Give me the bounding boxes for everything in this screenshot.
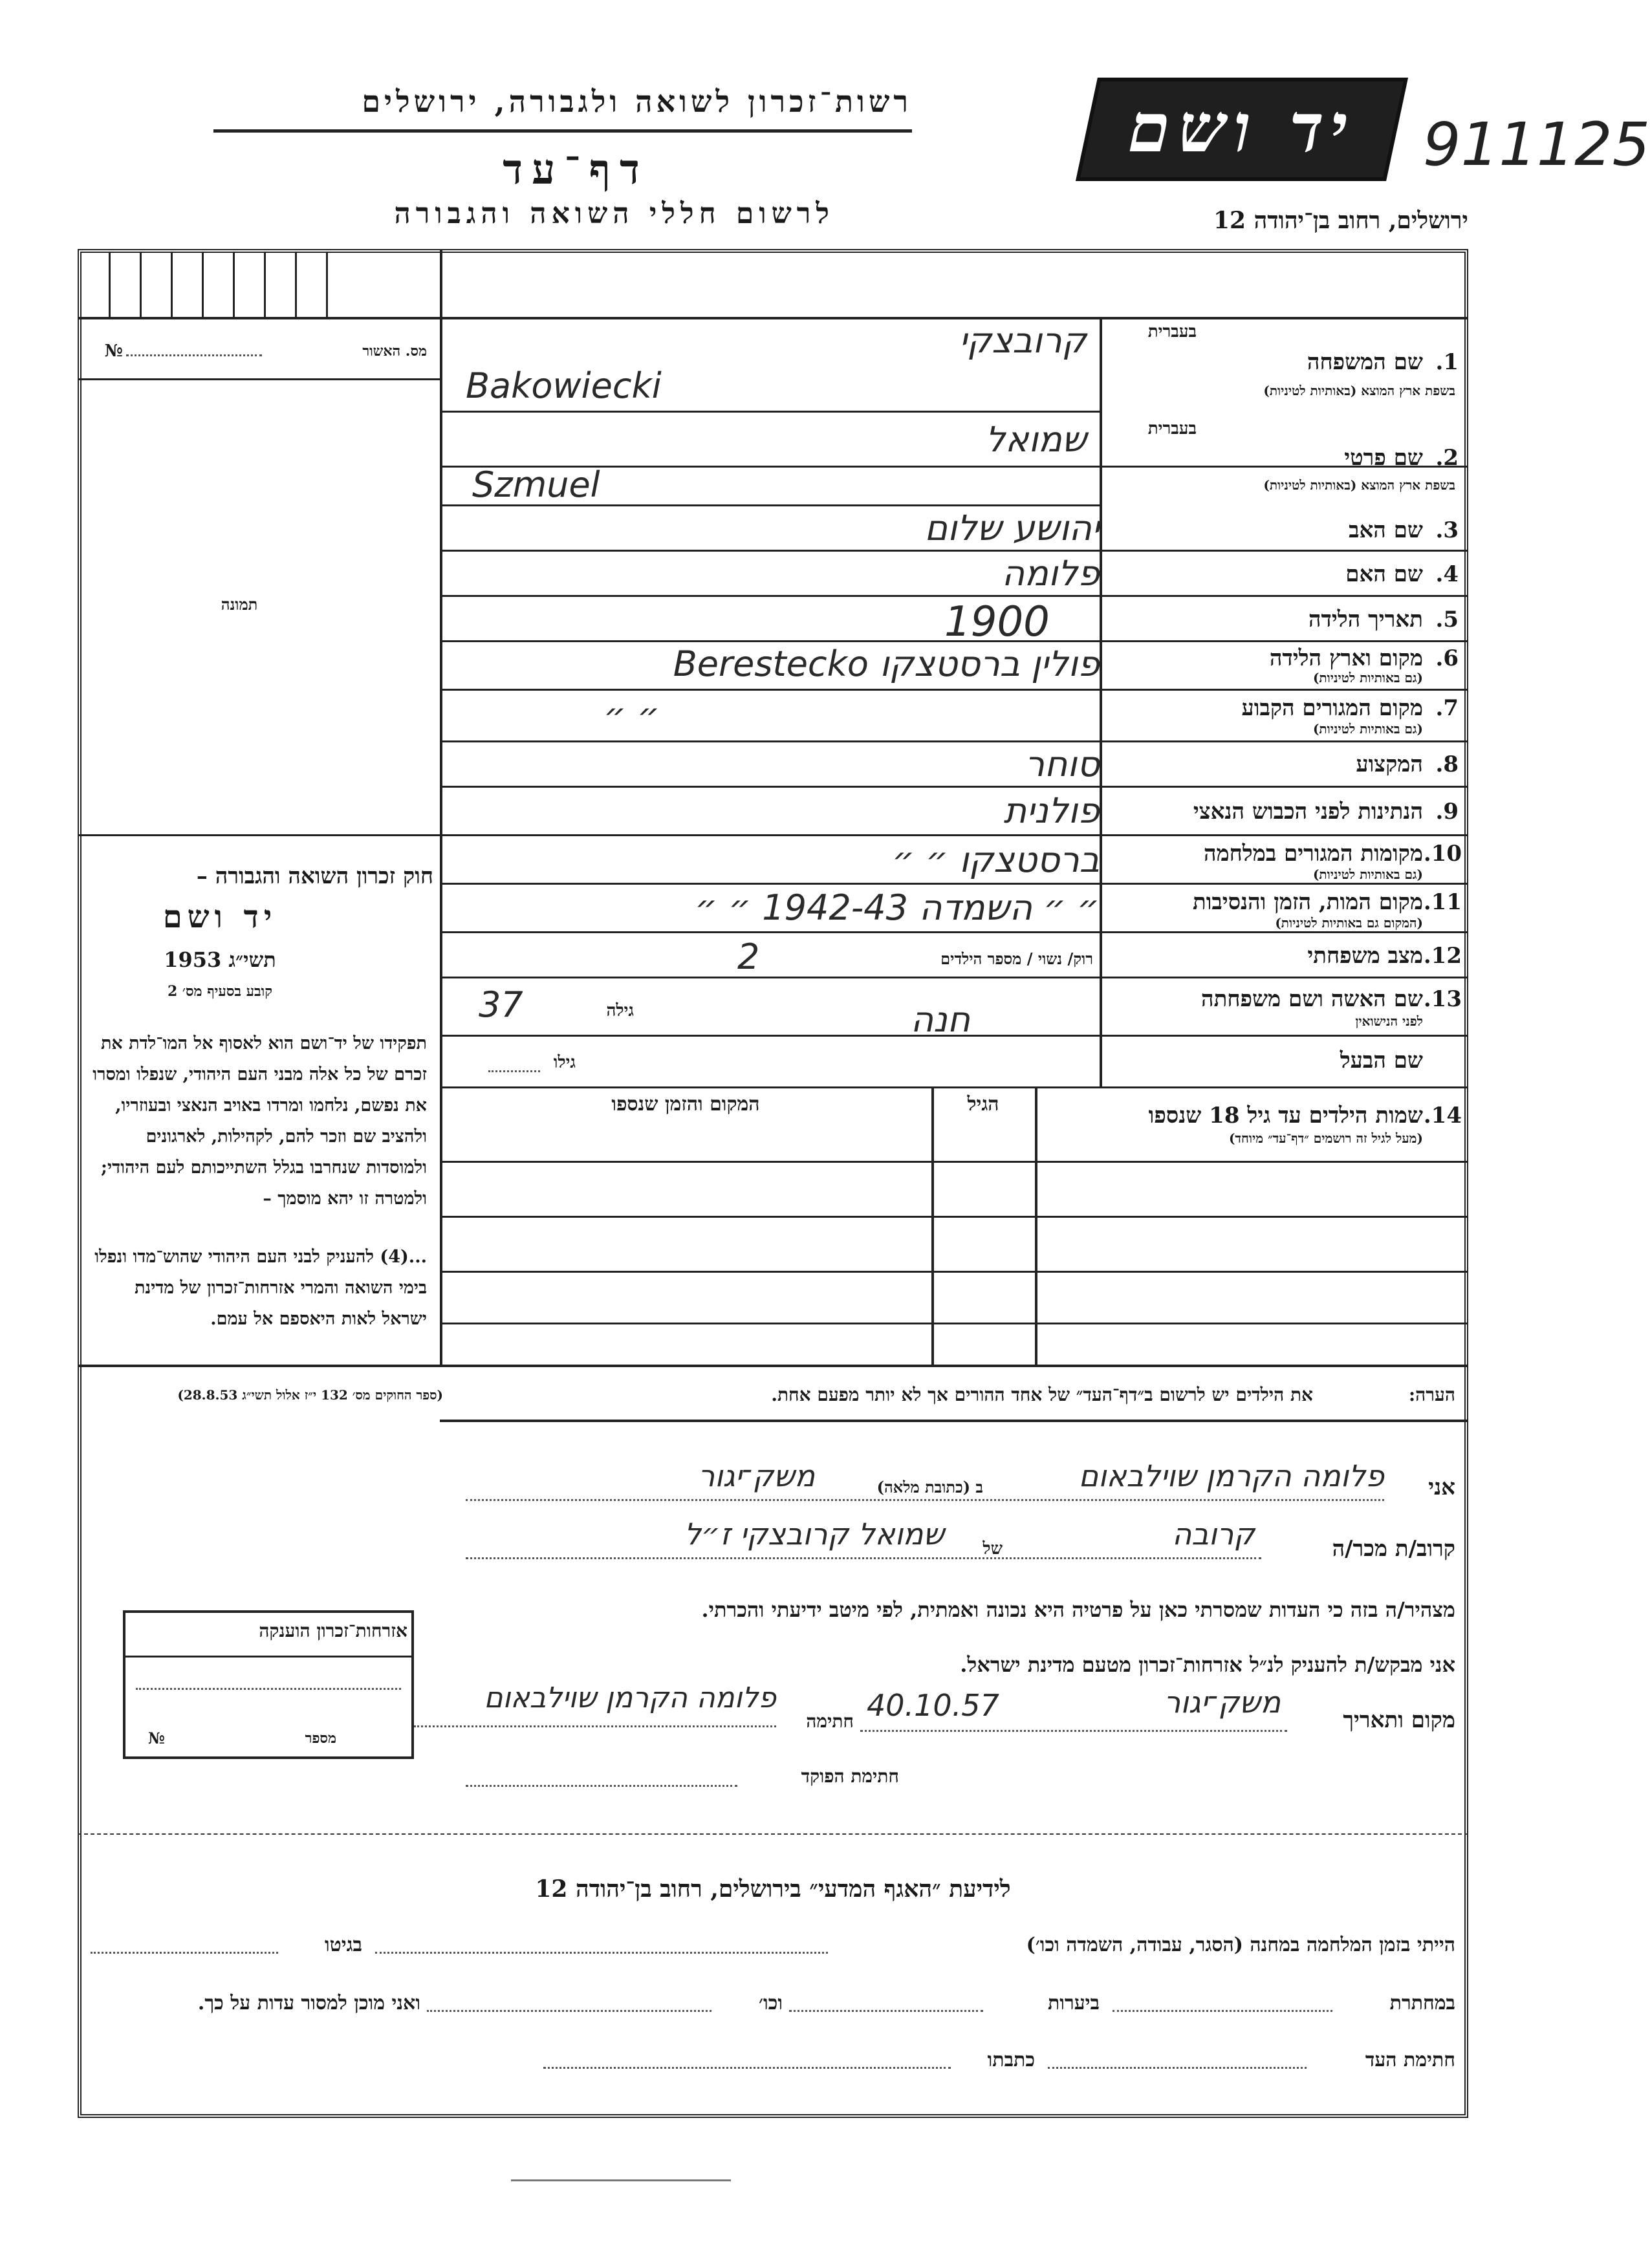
field-3-label: שם האב: [1349, 517, 1423, 543]
footer-address-label: כתבתו: [987, 2049, 1035, 2071]
field-4-value: פלומה: [1001, 553, 1100, 594]
field-2-value-hebrew: שמואל: [985, 419, 1087, 460]
relation-label: קרוב/ת מכר/ה: [1332, 1536, 1455, 1562]
field-7-label: מקום המגורים הקבוע: [1241, 695, 1423, 721]
law-name: יד ושם: [162, 899, 277, 935]
field-1-label: שם המשפחה: [1307, 349, 1423, 375]
field-11-note: (המקום גם באותיות לטיניות): [1275, 915, 1423, 931]
law-text-citizenship: ...(4) להעניק לבני העם היהודי שהוש־מדו ונפלו בימי השואה והמרי אזרחות־זכרון של מדינת ישראל לאות היאספם אל עמם.: [94, 1247, 427, 1329]
field-8-number: 8.: [1435, 751, 1459, 777]
field-7-number: 7.: [1435, 695, 1459, 721]
field-11-value: ״ ״ השמדה 1942-43 ״ ״: [695, 887, 1100, 928]
archive-number: 911125: [1423, 110, 1650, 179]
footer-witness-line[interactable]: [1048, 2067, 1307, 2069]
field-9-number: 9.: [1435, 799, 1459, 825]
field-13-number: 13.: [1423, 986, 1462, 1012]
field-1-hebrew-tag: בעברית: [1147, 322, 1197, 341]
field-9-value: פולנית: [1003, 790, 1100, 831]
yad-vashem-logo: [1076, 78, 1408, 181]
footer-camp-text: הייתי בזמן המלחמה במחנה (הסגר, עבודה, השמדה וכו׳): [1026, 1934, 1455, 1956]
field-5-label: תאריך הלידה: [1308, 607, 1423, 632]
of-label: של: [982, 1539, 1003, 1559]
field-4-label: שם האם: [1345, 561, 1423, 587]
field-10-note: (גם באותיות לטיניות): [1312, 867, 1423, 882]
logo-text: יד ושם: [1120, 88, 1364, 167]
footer-testimony-text: ואני מוכן למסור עדות על כך.: [197, 1992, 420, 2014]
declarant-name: פלומה הקרמן שוילבאום: [1078, 1458, 1384, 1493]
signature-label: חתימה: [806, 1711, 854, 1732]
law-year: תשי״ג 1953: [164, 947, 276, 972]
law-title: חוק זכרון השואה והגבורה –: [196, 863, 433, 889]
approval-label: מס. האשור: [362, 343, 427, 360]
declarant-address: משק־יגור: [698, 1458, 815, 1493]
approval-number-field[interactable]: [126, 354, 262, 356]
field-12-label: מצב משפחתי: [1307, 943, 1423, 969]
footer-heading: לידיעת ״האגף המדעי״ בירושלים, רחוב בן־יהודה 12: [535, 1875, 1011, 1903]
field-10-value: ברסטצקו ״ ״: [892, 839, 1100, 880]
left-panel-divider: [440, 249, 442, 1365]
field-6-label: מקום וארץ הלידה: [1269, 645, 1423, 671]
field-13-label: שם האשה ושם משפחתה: [1201, 986, 1423, 1012]
field-12-status-print: רוק/ נשוי / מספר הילדים: [940, 949, 1093, 968]
footer-ghetto-line[interactable]: [91, 1952, 278, 1954]
organization-underline: [213, 129, 912, 133]
footer-forest-label: ביערות: [1047, 1992, 1100, 2014]
footer-ghetto-label: בגיטו: [324, 1934, 362, 1956]
field-10-label: מקומות המגורים במלחמה: [1203, 841, 1423, 867]
photo-label: תמונה: [221, 595, 258, 614]
husband-age-field[interactable]: [488, 1070, 540, 1072]
husband-age-label: גילו: [553, 1053, 576, 1072]
scan-mark: [511, 2179, 731, 2181]
footer-camp-line[interactable]: [375, 1952, 828, 1954]
field-2-hebrew-tag: בעברית: [1147, 419, 1197, 438]
law-text-mandate: תפקידו של יד־ושם הוא לאסוף אל המו־לדת את זכרם של כל אלה מבני העם היהודי, שנפלו ומסרו את נפשם, נלחמו ומרדו באויב הנאצי ובעוזריו, ולהציב שם וזכר להם, לקהילות, לארגונים ולמוסדות שנחרבו בגלל השתייכותם לעם היהודי; ולמטרה זו יהא מוסמך –: [92, 1033, 427, 1209]
remark-bottom-line: [440, 1420, 1468, 1422]
field-2-note: בשפת ארץ המוצא (באותיות לטיניות): [1263, 477, 1455, 493]
top-strip-divider: [78, 317, 1468, 319]
field-12-number: 12.: [1423, 943, 1462, 969]
place-date-line[interactable]: [860, 1730, 1287, 1732]
footer-forest-line[interactable]: [789, 2010, 983, 2012]
field-6-value: Berestecko פולין ברסטצקו: [673, 643, 1100, 684]
remark-top-line: [78, 1365, 1468, 1367]
officer-label: חתימת הפוקד: [801, 1766, 899, 1787]
relation-value: קרובה: [1172, 1517, 1255, 1551]
law-section: קובע בסעיף מס׳ 2: [167, 983, 273, 1000]
field-1-note: בשפת ארץ המוצא (באותיות לטיניות): [1263, 383, 1455, 398]
citizenship-box-title: אזרחות־זכרון הוענקה: [259, 1620, 407, 1641]
citizenship-box-line[interactable]: [136, 1688, 401, 1690]
field-2-label: שם פרטי: [1344, 445, 1423, 471]
field-3-value: יהושע שלום: [924, 508, 1100, 548]
label-column-divider: [1100, 317, 1102, 1086]
form-title: דף־עד: [503, 146, 649, 194]
relation-line[interactable]: [466, 1557, 1261, 1559]
institution-address: ירושלים, רחוב בן־יהודה 12: [1213, 207, 1468, 234]
organization-name: רשות־זכרון לשואה ולגבורה, ירושלים: [362, 84, 912, 119]
field-6-number: 6.: [1435, 645, 1459, 671]
children-header: שמות הילדים עד גיל 18 שנספו: [1148, 1103, 1423, 1129]
footer-separator: [78, 1833, 1468, 1837]
husband-label: שם הבעל: [1340, 1048, 1423, 1074]
signature-line[interactable]: [414, 1725, 776, 1727]
field-13-value: חנה: [910, 999, 970, 1040]
footer-underground-label: במחתרת: [1389, 1992, 1455, 2014]
wife-age-value: 37: [479, 984, 523, 1025]
footer-address-line[interactable]: [543, 2067, 951, 2069]
field-5-number: 5.: [1435, 607, 1459, 632]
field-2-value-latin: Szmuel: [472, 464, 600, 505]
citizenship-request: אני מבקש/ת להעניק לנ״ל אזרחות־זכרון מטעם מדינת ישראל.: [960, 1652, 1455, 1677]
field-11-number: 11.: [1423, 889, 1462, 915]
declaration-ani: אני: [1428, 1474, 1455, 1500]
field-7-note: (גם באותיות לטיניות): [1312, 721, 1423, 737]
footer-etc-label: וכו׳: [759, 1992, 783, 2014]
field-13-note: לפני הנישואין: [1355, 1013, 1423, 1029]
field-11-label: מקום המות, הזמן והנסיבות: [1192, 889, 1423, 915]
children-age-header: הגיל: [967, 1093, 999, 1116]
field-4-number: 4.: [1435, 561, 1459, 587]
citizenship-number-mark: №: [147, 1729, 165, 1747]
officer-signature-line[interactable]: [466, 1785, 737, 1787]
field-8-value: סוחר: [1025, 744, 1100, 784]
footer-etc-line[interactable]: [427, 2010, 711, 2012]
footer-underground-line[interactable]: [1113, 2010, 1332, 2012]
photo-box-bottom: [78, 834, 440, 836]
declarant-line[interactable]: [466, 1499, 1384, 1501]
field-1-value-hebrew: קרובצקי: [959, 320, 1087, 361]
children-number: 14.: [1423, 1103, 1462, 1129]
remark-label: הערה:: [1408, 1384, 1455, 1405]
place-date-label: מקום ותאריך: [1343, 1707, 1455, 1733]
field-5-value: 1900: [944, 598, 1050, 646]
place-value: משק־יגור: [1164, 1685, 1281, 1720]
field-9-label: הנתינות לפני הכבוש הנאצי: [1193, 799, 1423, 825]
remark-text: את הילדים יש לרשום ב״דף־העד״ של אחד ההורים אך לא יותר מפעם אחת.: [771, 1384, 1313, 1405]
field-1-number: 1.: [1435, 349, 1459, 375]
form-subtitle: לרשום חללי השואה והגבורה: [394, 197, 834, 230]
field-2-number: 2.: [1435, 445, 1459, 471]
children-note: (מעל לגיל זה רושמים ״דף־עד״ מיוחד): [1228, 1130, 1423, 1146]
subject-value: שמואל קרובצקי ז״ל: [684, 1517, 944, 1551]
law-source: (ספר החוקים מס׳ 132 י״ז אלול תשי״ג 28.8.53): [177, 1387, 443, 1403]
field-7-value: ״ ״: [603, 695, 660, 736]
field-6-note: (גם באותיות לטיניות): [1312, 670, 1423, 686]
declaration-statement: מצהיר/ה בזה כי העדות שמסרתי כאן על פרטיה היא נכונה ואמתית, לפי מיטב ידיעתי והכרתי.: [701, 1597, 1455, 1622]
citizenship-number-label: מספר: [305, 1730, 336, 1747]
field-3-number: 3.: [1435, 517, 1459, 543]
date-value: 40.10.57: [867, 1688, 999, 1723]
field-8-label: המקצוע: [1356, 751, 1423, 777]
field-10-number: 10.: [1423, 841, 1462, 867]
footer-witness-label: חתימת העד: [1365, 2049, 1455, 2071]
approval-number-mark: №: [104, 341, 123, 361]
address-label: ב (כתובת מלאה): [876, 1478, 983, 1496]
signature-value: פלומה הקרמן שוילבאום: [484, 1681, 776, 1714]
photo-box-top: [78, 378, 440, 380]
field-12-children-count: 2: [737, 936, 760, 977]
citizenship-box-divider: [123, 1656, 414, 1658]
wife-age-label: גילה: [606, 1001, 634, 1021]
field-1-value-latin: Bakowiecki: [466, 365, 662, 406]
children-place-header: המקום והזמן שנספו: [611, 1093, 760, 1116]
